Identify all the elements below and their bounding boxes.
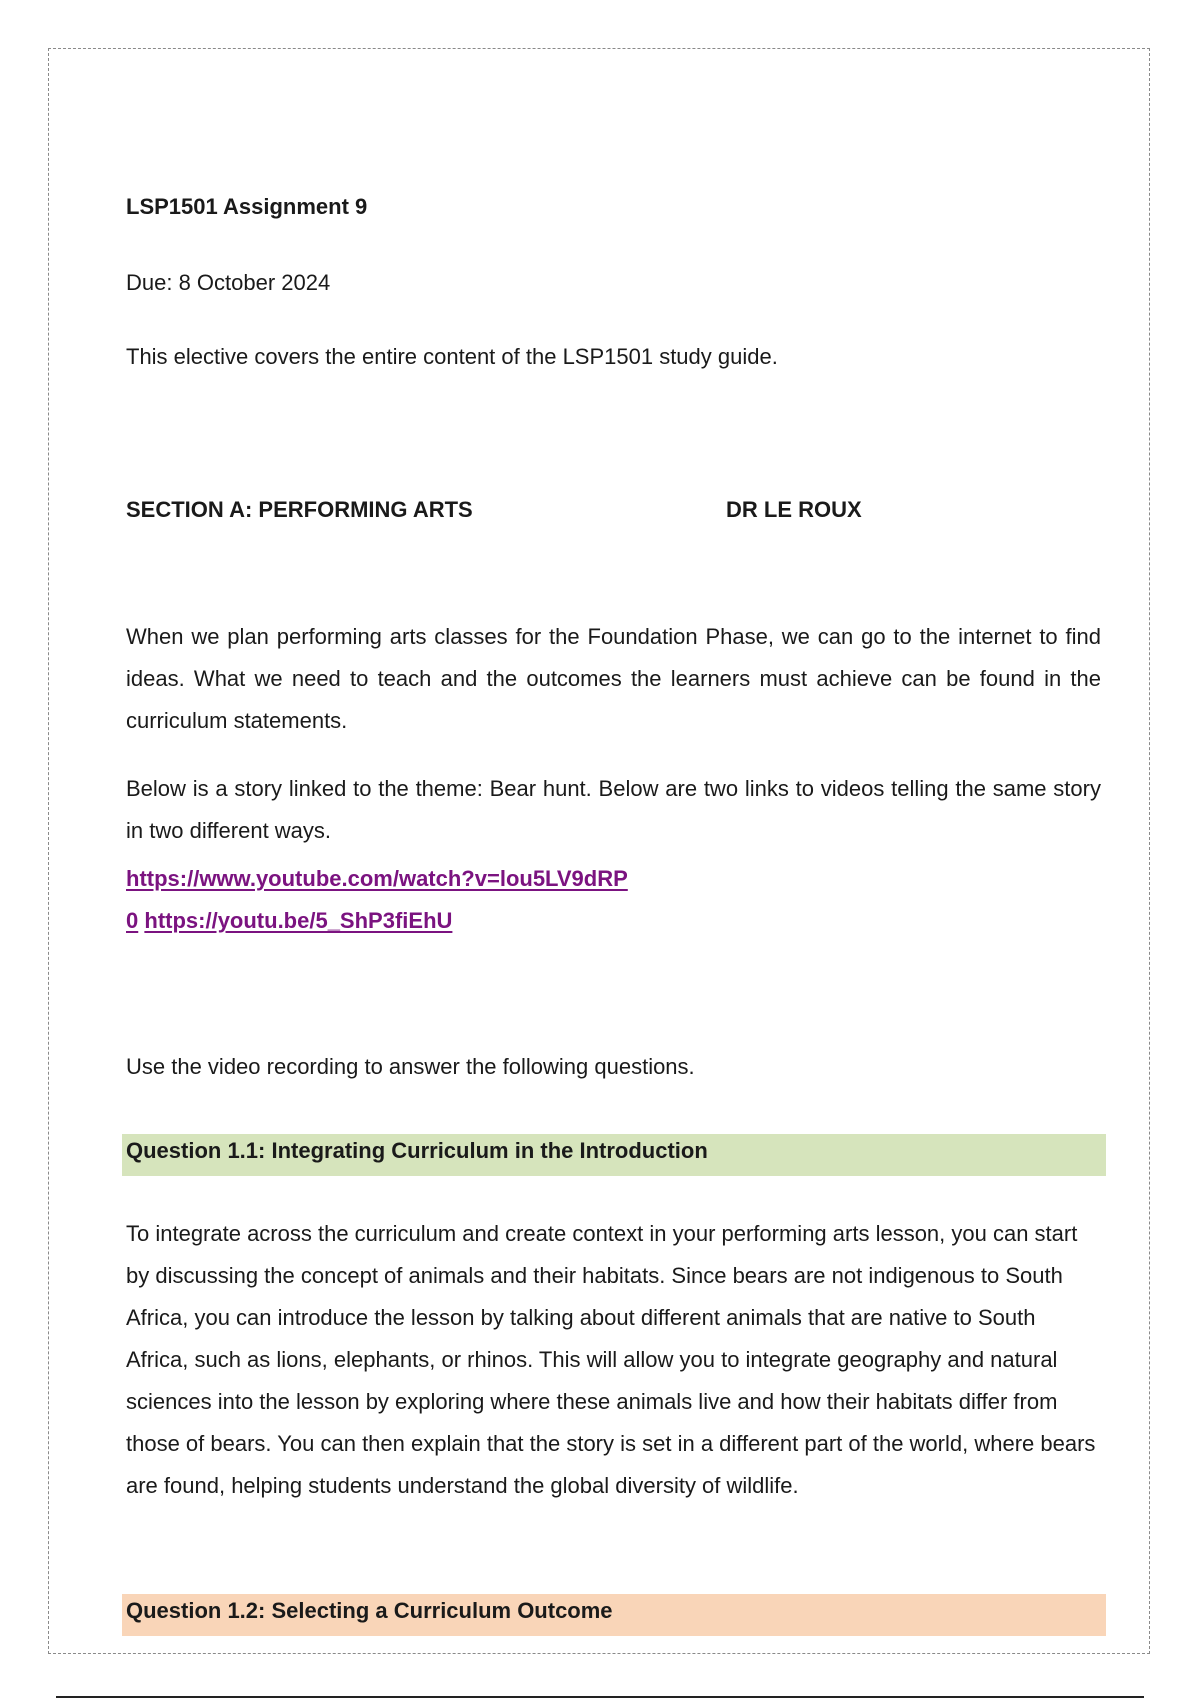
video-link-1-continued[interactable]: 0 xyxy=(126,908,139,933)
question-1-1-heading: Question 1.1: Integrating Curriculum in the Introduction xyxy=(122,1134,1106,1176)
intro-paragraph: When we plan performing arts classes for the Foundation Phase, we can go to the internet to find ideas. What we need to teach and the outcomes the learners must achieve can be found in the curriculum statements. xyxy=(126,624,1101,733)
scope-statement: This elective covers the entire content of the LSP1501 study guide. xyxy=(126,344,778,369)
question-1-2-heading: Question 1.2: Selecting a Curriculum Outcome xyxy=(122,1594,1106,1636)
section-heading xyxy=(126,496,1106,524)
lecturer-name: DR LE ROUX xyxy=(726,497,862,522)
video-link-1[interactable]: https://www.youtube.com/watch?v=lou5LV9dRP xyxy=(126,866,628,891)
video-link-2[interactable]: https://youtu.be/5_ShP3fiEhU xyxy=(144,908,453,933)
due-date: Due: 8 October 2024 xyxy=(126,270,331,295)
video-links xyxy=(126,858,628,942)
assignment-title: LSP1501 Assignment 9 xyxy=(126,194,368,219)
story-paragraph: Below is a story linked to the theme: Bear hunt. Below are two links to videos telling the same story in two different ways. xyxy=(126,776,1101,843)
footer-rule xyxy=(56,1696,1144,1698)
question-1-1-answer: To integrate across the curriculum and create context in your performing arts lesson, you can start by discussing the concept of animals and their habitats. Since bears are not indigenous to South Africa, you can introduce the lesson by talking about different animals that are native to South Africa, such as lions, elephants, or rhinos. This will allow you to integrate geography and natural sciences into the lesson by exploring where these animals live and how their habitats differ from those of bears. You can then explain that the story is set in a different part of the world, where bears are found, helping students understand the global diversity of wildlife. xyxy=(126,1221,1096,1498)
section-title: SECTION A: PERFORMING ARTS xyxy=(126,497,473,522)
instruction-text: Use the video recording to answer the following questions. xyxy=(126,1054,695,1079)
